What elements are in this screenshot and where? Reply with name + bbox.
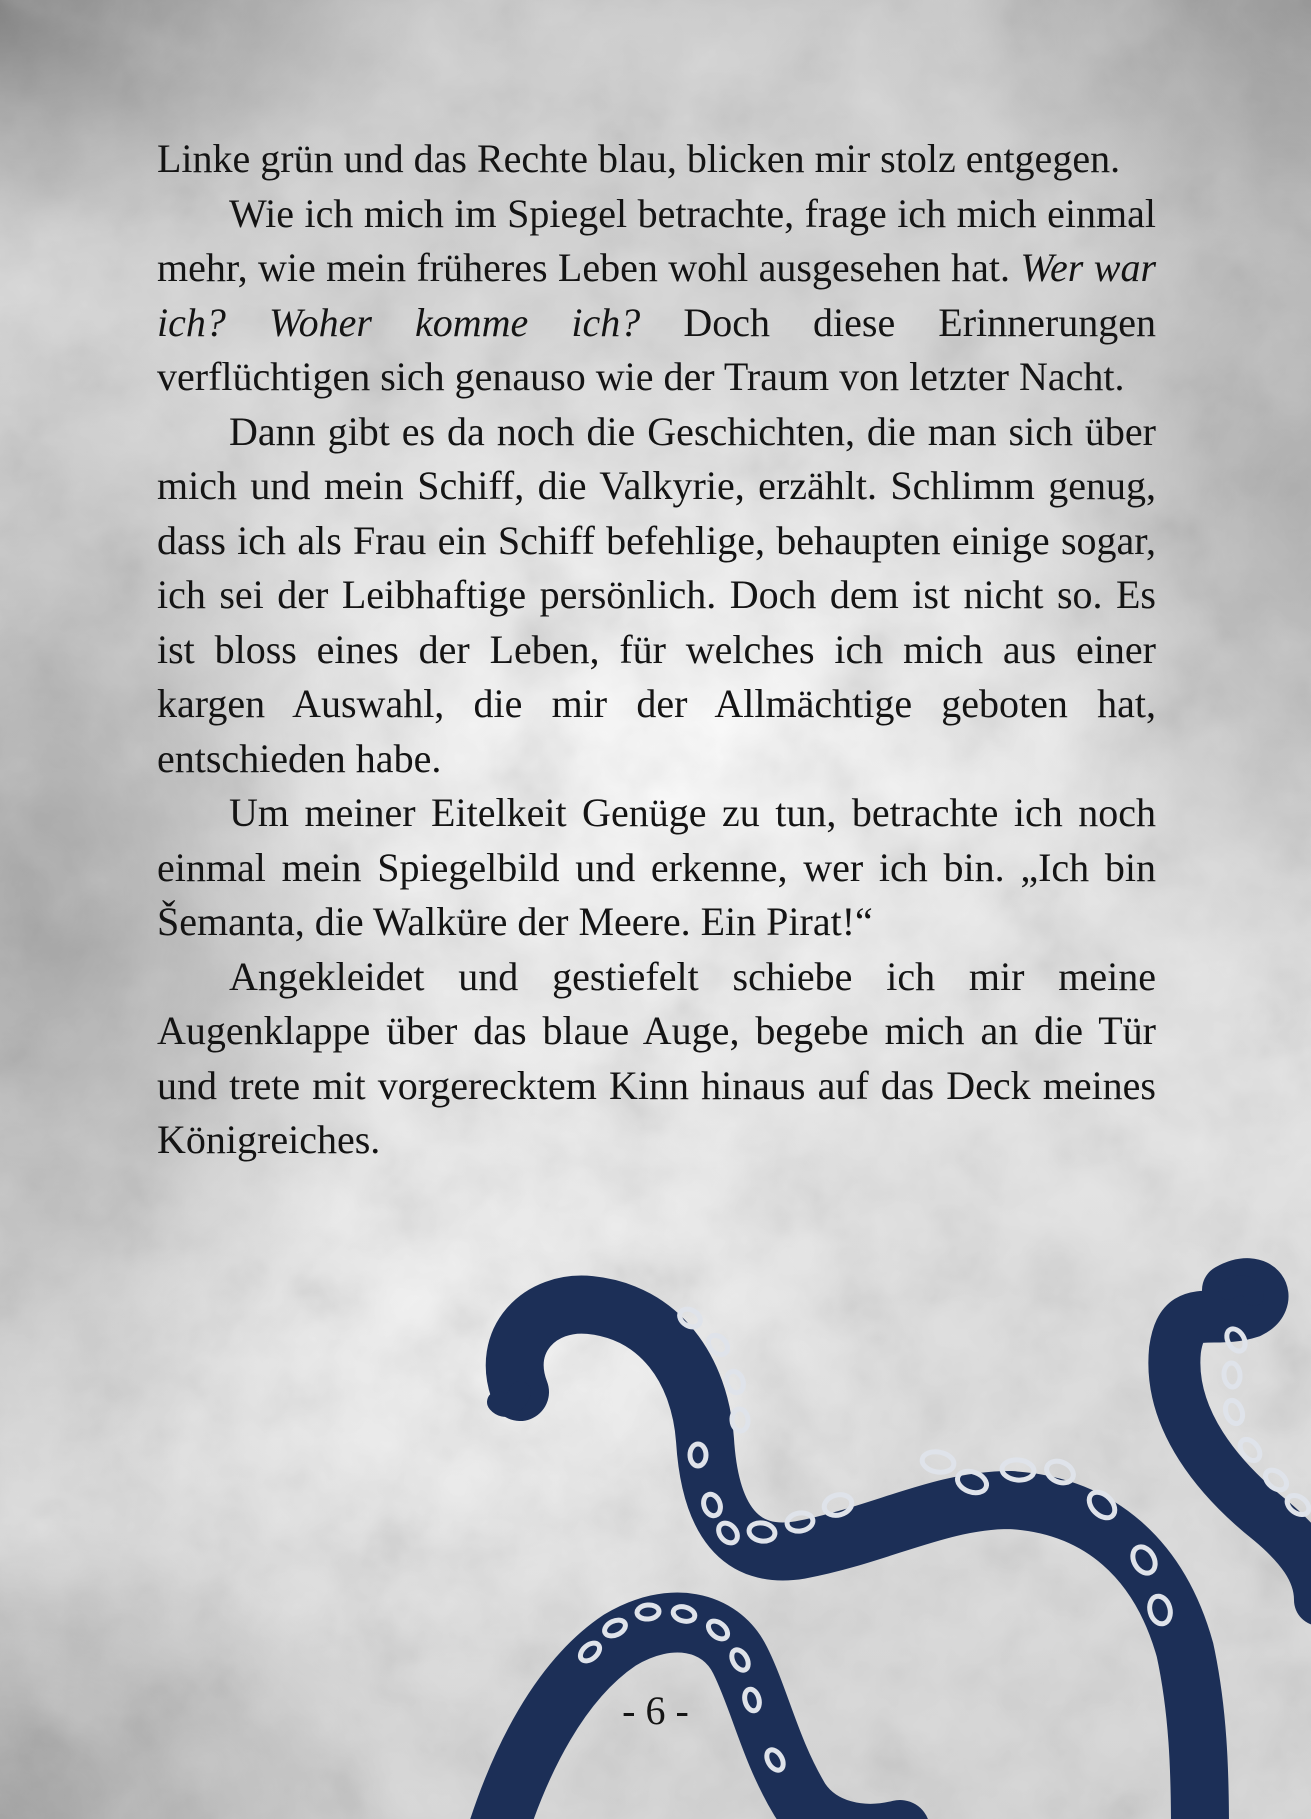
- sucker: [1222, 1398, 1245, 1426]
- tentacle-main: [515, 1305, 1200, 1819]
- text-run: Linke grün und das Rechte blau, blicken mir stolz entgegen.: [157, 136, 1121, 181]
- text-run: Um meiner Eitelkeit Genüge zu tun, betrachte ich noch einmal mein Spiegelbild und erkenne, wer ich bin. „Ich bin Šemanta, die Walküre der Meere. Ein Pirat!“: [157, 790, 1156, 944]
- page-number: - 6 -: [622, 1688, 689, 1733]
- tentacle-tip: [498, 1392, 520, 1406]
- sucker: [731, 1408, 749, 1431]
- tentacle-tip: [1228, 1285, 1254, 1296]
- text-run: Doch diese Erinnerungen verflüchtigen sich genauso wie der Traum von letzter Nacht.: [157, 299, 1156, 399]
- tentacle-shapes: [495, 1284, 1311, 1819]
- sucker: [724, 1369, 747, 1395]
- sucker: [1001, 1459, 1035, 1482]
- text-run: Wie ich mich im Spiegel betrachte, frage ich mich einmal mehr, wie mein früheres Leben wohl ausgesehen hat.: [157, 190, 1156, 290]
- italic-text-run: Wer war ich? Woher komme ich?: [157, 245, 1157, 345]
- text-run: Dann gibt es da noch die Geschichten, die man sich über mich und mein Schiff, die Valkyrie, erzählt. Schlimm genug, dass ich als Frau ein Schiff befehlige, behaupten einige sogar, ich sei der Leibhaftige persönlich. Doch dem ist nicht so. Es ist bloss eines der Leben, für welches ich mich aus einer kargen Auswahl, die mir der Allmächtige geboten hat, entschieden habe.: [157, 408, 1156, 781]
- text-run: Angekleidet und gestiefelt schiebe ich mir meine Augenklappe über das blaue Auge, begebe mich an die Tür und trete mit vorgerecktem Kinn hinaus auf das Deck meines Königreiches.: [157, 953, 1156, 1162]
- sucker: [1223, 1362, 1241, 1387]
- sucker: [921, 1449, 956, 1474]
